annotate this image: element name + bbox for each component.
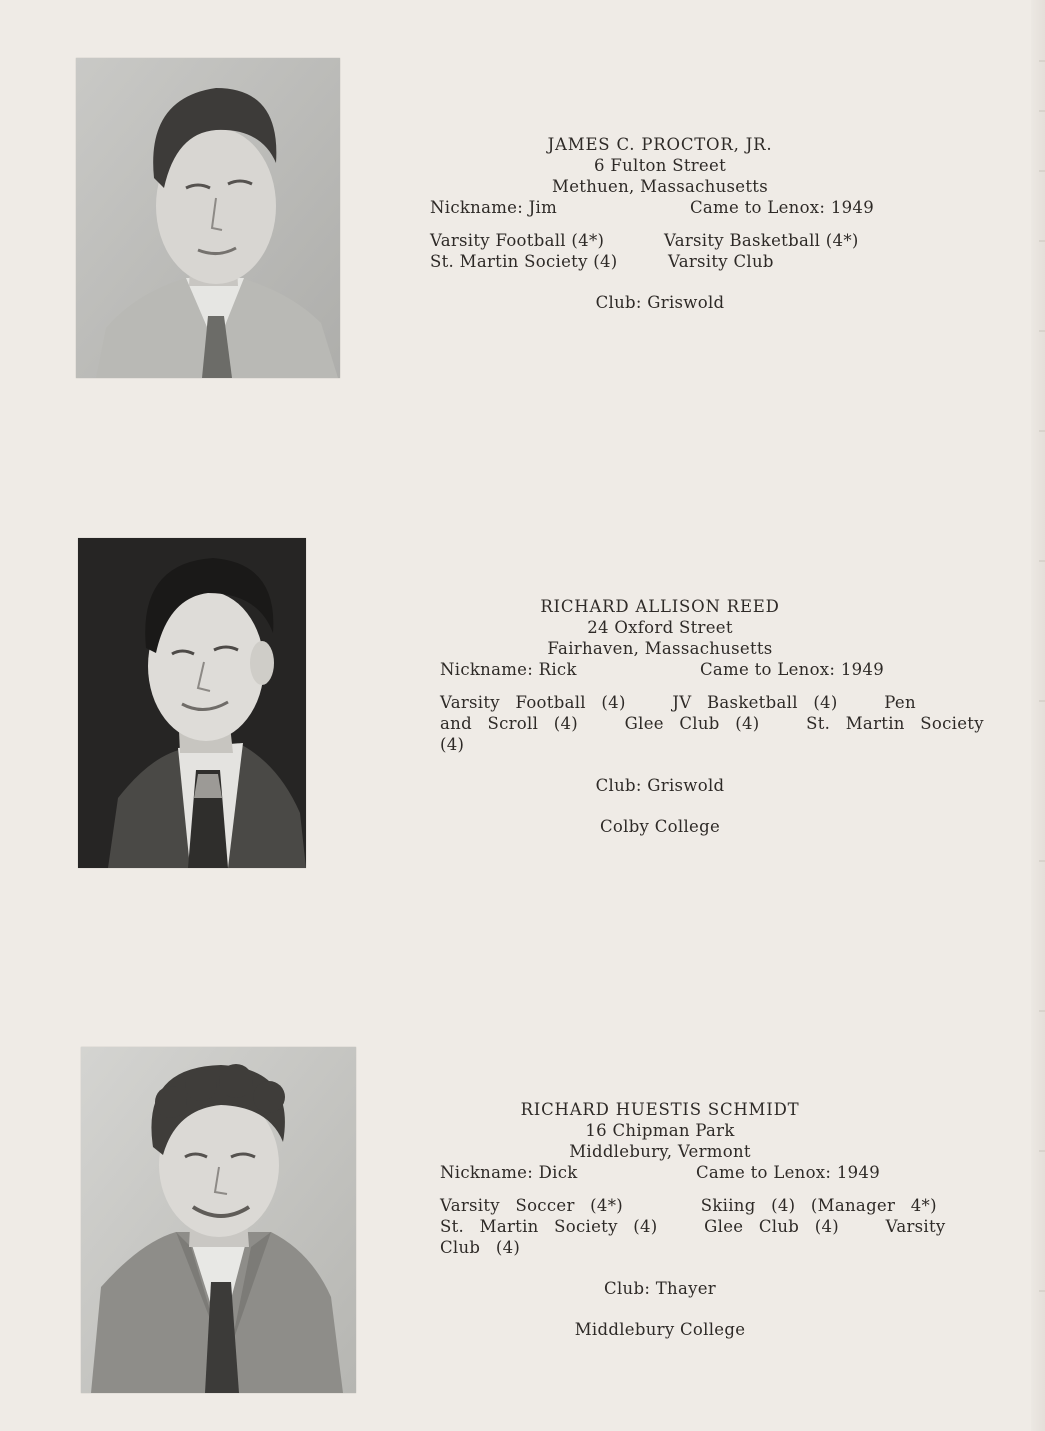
activity: St. Martin Society (4) [430,252,618,271]
student-street: 6 Fulton Street [593,156,726,175]
activity: Varsity Club [668,252,774,271]
portrait-photo-reed [78,538,306,868]
edge-tick [1039,700,1045,702]
portrait-photo-schmidt [81,1047,356,1393]
student-city: Fairhaven, Massachusetts [547,639,773,658]
activity-line: St. Martin Society (4) Glee Club (4) Varsity [440,1217,946,1236]
student-nickname: Nickname: Rick [440,660,577,679]
edge-tick [1039,1290,1045,1292]
student-entry-reed [440,596,984,837]
activity-line: Varsity Soccer (4*) Skiing (4) (Manager 4*) [440,1196,937,1215]
student-name: RICHARD HUESTIS SCHMIDT [520,1100,800,1119]
student-came-to-lenox: Came to Lenox: 1949 [696,1163,881,1182]
student-club: Club: Griswold [595,293,725,312]
student-entry-proctor [430,134,890,313]
student-club: Club: Griswold [595,776,725,795]
student-nickname: Nickname: Jim [430,198,558,217]
activity-line: Club (4) [440,1238,521,1257]
edge-tick [1039,110,1045,112]
activity: Varsity Football (4*) [430,231,605,250]
activity-line: Varsity Football (4) JV Basketball (4) Pen [440,693,916,712]
student-nickname: Nickname: Dick [440,1163,578,1182]
activity-line: (4) [440,735,465,754]
student-street: 24 Oxford Street [587,618,733,637]
edge-tick [1039,240,1045,242]
student-city: Middlebury, Vermont [569,1142,751,1161]
student-street: 16 Chipman Park [585,1121,735,1140]
edge-tick [1039,560,1045,562]
student-college: Colby College [599,817,721,836]
student-name: JAMES C. PROCTOR, JR. [547,135,773,154]
student-entry-schmidt [440,1099,946,1340]
edge-tick [1039,860,1045,862]
student-name: RICHARD ALLISON REED [540,597,780,616]
student-came-to-lenox: Came to Lenox: 1949 [690,198,875,217]
edge-tick [1039,1010,1045,1012]
edge-tick [1039,430,1045,432]
activity-line: and Scroll (4) Glee Club (4) St. Martin Society [440,714,984,733]
student-came-to-lenox: Came to Lenox: 1949 [700,660,885,679]
page-edge [1031,0,1045,1431]
edge-tick [1039,60,1045,62]
student-college: Middlebury College [574,1320,746,1339]
portrait-photo-proctor [76,58,340,378]
activity: Varsity Basketball (4*) [664,231,859,250]
edge-tick [1039,170,1045,172]
edge-tick [1039,1150,1045,1152]
edge-tick [1039,330,1045,332]
student-club: Club: Thayer [604,1279,716,1298]
student-city: Methuen, Massachusetts [552,177,768,196]
